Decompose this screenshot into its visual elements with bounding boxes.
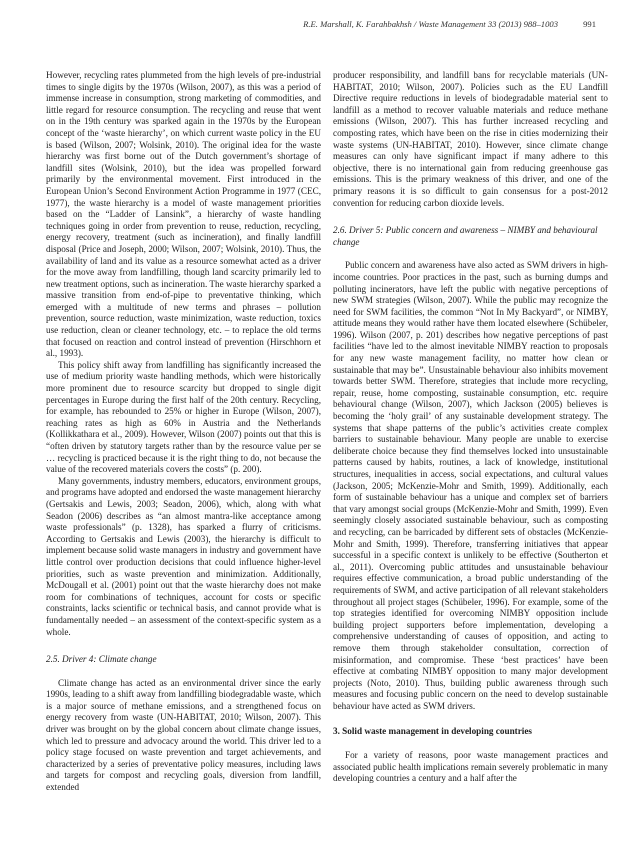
paragraph-criticisms: Many governments, industry members, educators, environment groups, and programs have adopted and endorsed the waste management hierarchy (Gertsakis and Lewis, 2003; Seadon, 2006), which, along with what Seadon (2006) describes as “an almost mantra-like acceptance among waste professionals” (p. 1328), has sparked a flurry of criticisms. According to Gertsakis and Lewis (2003), the hierarchy is difficult to implement because solid waste managers in industry and government have little control over production decisions that could influence higher-level priorities, such as waste prevention and minimization. Additionally, McDougall et al. (2001) point out that the waste hierarchy does not make room for combinations of techniques, account for costs or specific constraints, lacks scientific or technical basis, and cannot provide what is fundamentally needed – an assessment of the context-specific system as a whole. (46, 475, 321, 637)
running-head: R.E. Marshall, K. Farahbakhsh / Waste Management 33 (2013) 988–1003 (303, 19, 558, 29)
paragraph-nimby: Public concern and awareness have also acted as SWM drivers in high-income countries. Poor practices in the past, such as burning dumps and polluting incinerators, have left the public with negative perceptions of new SWM strategies (Wilson, 2007). While the public may recognize the need for SWM facilities, the common “Not In My Backyard”, or NIMBY, attitude means they would rather have them located elsewhere (Schübeler, 1996). Wilson (2007, p. 201) describes how negative perceptions of past facilities “have led to the almost inevitable NIMBY reaction to proposals for any new waste management facility, no matter how clean or sustainable that may be”. Unsustainable behaviour also inhibits movement towards better SWM. Therefore, strategies that include more recycling, repair, reuse, home composting, sustainable consumption, etc. require behavioural change (Wilson, 2007), which Jackson (2005) believes is becoming the ‘holy grail’ of any sustainable development strategy. The systems that shape patterns of the public’s activities create complex barriers to sustainable behaviour. Many people are unable to exercise deliberate choice because they find themselves locked into unsustainable patterns caused by habits, routines, a lack of knowledge, institutional structures, inequalities in access, social expectations, and cultural values (Jackson, 2005; McKenzie-Mohr and Smith, 1999). Additionally, each form of sustainable behaviour has a unique and complex set of barriers that vary amongst social groups (McKenzie-Mohr and Smith, 1999). Even seemingly closely associated sustainable behaviour, such as composting and recycling, can be barricaded by different sets of obstacles (McKenzie-Mohr and Smith, 1999). Therefore, transferring initiatives that appear successful in a specific context is unlikely to be effective (Southerton et al., 2011). Overcoming public attitudes and unsustainable behaviour requires effective communication, a broad public understanding of the requirements of SWM, and active participation of all relevant stakeholders throughout all project stages (Schübeler, 1996). For example, some of the top strategies identified for overcoming NIMBY opposition include building project supporters before implementation, developing a comprehensive understanding of causes of opposition, and acting to remove them through stakeholder consultation, correction of misinformation, and compromise. These ‘best practices’ have been effective at combating NIMBY opposition to many major development projects (Noto, 2010). Thus, building public awareness through such measures and focusing public concern on the need to develop sustainable behaviour have acted as SWM drivers. (333, 260, 608, 711)
section-heading-developing-countries: 3. Solid waste management in developing countries (333, 726, 532, 737)
right-column (333, 70, 608, 840)
section-heading-climate-change: 2.5. Driver 4: Climate change (46, 654, 157, 665)
paragraph-waste-hierarchy: However, recycling rates plummeted from the high levels of pre-industrial times to single digits by the 1970s (Wilson, 2007), as this was a period of immense increase in consumption, strong marketing of commodities, and little regard for resource consumption. The recycling and reuse that went on in the 19th century was sparked again in the 1970s by the European concept of the ‘waste hierarchy’, on which current waste policy in the EU is based (Wilson, 2007; Wolsink, 2010). The original idea for the waste hierarchy was first borne out of the Dutch government’s shortage of landfill sites (Wolsink, 2010), but the idea was propelled forward primarily by the environmental movement. First introduced in the European Union’s Second Environment Action Programme in 1977 (CEC, 1977), the waste hierarchy is a model of waste management priorities based on the “Ladder of Lansink”, a hierarchy of waste handling techniques going in order from prevention to reuse, reduction, recycling, energy recovery, treatment (such as incineration), and finally landfill disposal (Price and Joseph, 2000; Wilson, 2007; Wolsink, 2010). Thus, the availability of land and its value as a resource somewhat acted as a driver for the move away from landfilling, though land scarcity primarily led to new treatment options, such as incineration. The waste hierarchy sparked a massive transition from end-of-pipe to preventative thinking, which emerged with a multitude of new terms and phrases – pollution prevention, source reduction, waste minimization, waste reduction, toxics use reduction, clean or cleaner technology, etc. – to replace the old terms that focused on reaction and control instead of prevention (Hirschhorn et al., 1993). (46, 70, 321, 359)
paragraph-developing-countries: For a variety of reasons, poor waste management practices and associated public health implications remain severely problematic in many developing countries a century and a half after the (333, 750, 608, 784)
paragraph-landfill-directive: producer responsibility, and landfill bans for recyclable materials (UN-HABITAT, 2010; Wilson, 2007). Policies such as the EU Landfill Directive require reductions in levels of biodegradable material sent to landfill as a method to recover valuable materials and reduce methane emissions (Wilson, 2007). This has further increased recycling and composting rates, which have been on the rise in cities modernizing their waste systems (UN-HABITAT, 2010). However, since climate change measures can only have significant impact if many adhere to this objective, there is no international gain from reducing greenhouse gas emissions. This is the primary weakness of this driver, and one of the primary reasons it is so difficult to gain consensus for a post-2012 convention for reducing carbon dioxide levels. (333, 70, 608, 208)
paragraph-climate-change: Climate change has acted as an environmental driver since the early 1990s, leading to a shift away from landfilling biodegradable waste, which is a major source of methane emissions, and a strengthened focus on energy recovery from waste (UN-HABITAT, 2010; Wilson, 2007). This driver was brought on by the global concern about climate change issues, which led to pressure and advocacy around the world. This driver led to a policy stage focused on waste prevention and target achievements, and characterized by a series of preventative policy measures, including laws and targets for compost and recycling goals, diversion from landfill, extended (46, 677, 321, 793)
paragraph-policy-shift: This policy shift away from landfilling has significantly increased the use of medium priority waste handling methods, which were historically more prominent due to resource scarcity but dropped to single digit percentages in Europe during the first half of the 20th century. Recycling, for example, has rebounded to 25% or higher in Europe (Wilson, 2007), reaching rates as high as 60% in Austria and the Netherlands (Kollikkathara et al., 2009). However, Wilson (2007) points out that this is “often driven by statutory targets rather than by the resource value per se … recycling is practiced because it is the right thing to do, not because the value of the recovered materials covers the costs” (p. 200). (46, 359, 321, 475)
section-heading-public-concern: 2.6. Driver 5: Public concern and awareness – NIMBY and behavioural change (333, 225, 598, 247)
left-column (46, 70, 321, 840)
page-number: 991 (583, 19, 596, 29)
